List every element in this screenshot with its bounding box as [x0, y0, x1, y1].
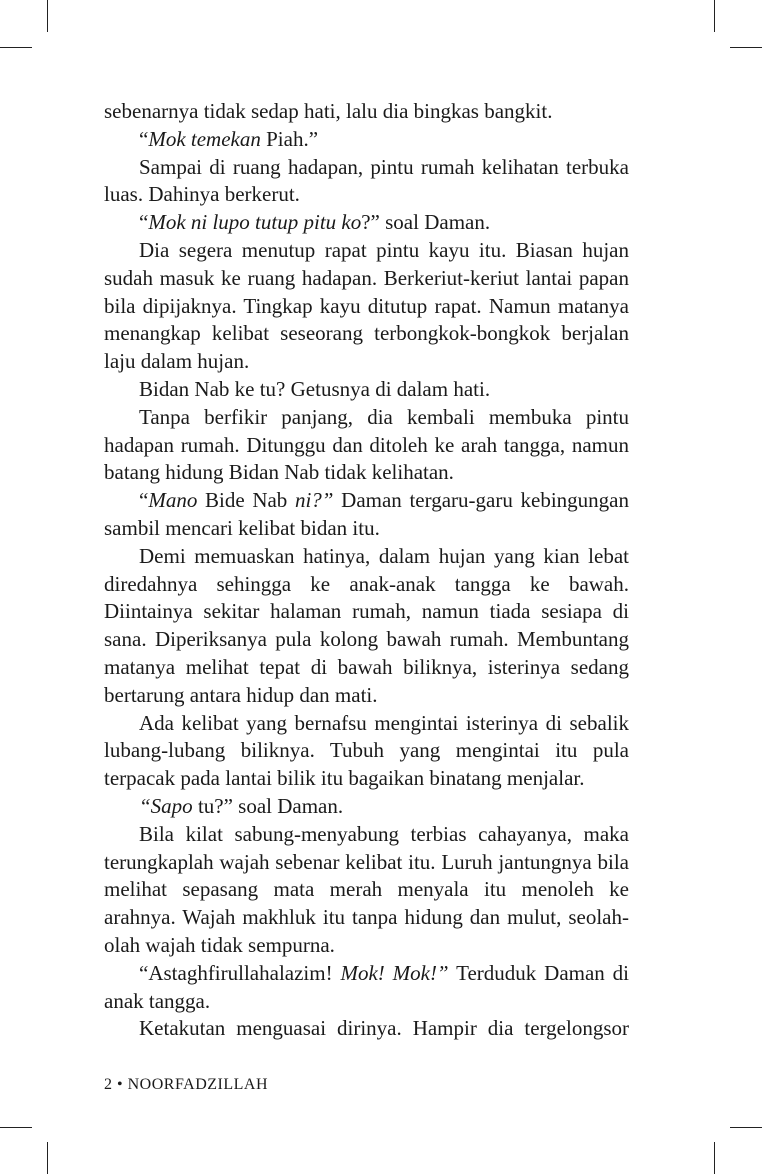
body-text: [104, 98, 629, 1043]
paragraph-p7: [104, 404, 629, 487]
paragraph-p1: [104, 98, 629, 126]
italic-dialect-text: Mok ni lupo tutup pitu ko: [148, 210, 362, 235]
crop-mark-bottom-left-horizontal: [0, 1127, 32, 1128]
text-segment: Ada kelibat yang bernafsu mengintai isterinya di sebalik lubang-lubang biliknya. Tubuh yang mengintai itu pula terpacak pada lantai bilik itu bagaikan binatang menjalar.: [104, 710, 629, 791]
text-segment: Demi memuaskan hatinya, dalam hujan yang kian lebat diredahnya sehingga ke anak-anak tangga ke bawah. Diintainya sekitar halaman rumah, namun tiada sesiapa di sana. Diperiksanya pula kolong bawah rumah. Membuntang matanya melihat tepat di bawah biliknya, isterinya sedang bertarung antara hidup dan mati.: [104, 543, 629, 707]
paragraph-p3: [104, 154, 629, 210]
text-segment: Bila kilat sabung-menyabung terbias cahayanya, maka terungkaplah wajah sebenar kelibat itu. Luruh jantungnya bila melihat sepasang mata merah menyala itu menoleh ke arahnya. Wajah makhluk itu tanpa hidung dan mulut, seolah-olah wajah tidak sempurna.: [104, 821, 629, 957]
text-segment: Piah.”: [260, 126, 319, 151]
footer-separator: •: [117, 1076, 124, 1093]
text-segment: Bidan Nab ke tu? Getusnya di dalam hati.: [139, 376, 491, 401]
text-segment: ?” soal Daman.: [361, 210, 491, 235]
italic-dialect-text: ni?”: [294, 488, 334, 513]
text-segment: “: [139, 488, 149, 513]
text-segment: Sampai di ruang hadapan, pintu rumah kelihatan terbuka luas. Dahinya berkerut.: [104, 154, 629, 207]
paragraph-p10: [104, 710, 629, 793]
paragraph-p9: [104, 543, 629, 710]
crop-mark-top-right-vertical: [714, 0, 715, 32]
text-segment: Bide Nab: [197, 488, 295, 513]
paragraph-p13: [104, 960, 629, 1016]
paragraph-p14: [104, 1015, 629, 1043]
text-segment: “: [139, 126, 149, 151]
italic-dialect-text: Mano: [148, 488, 198, 513]
italic-dialect-text: Mok temekan: [148, 126, 261, 151]
text-segment: Terduduk Daman di anak tangga.: [104, 960, 629, 1013]
paragraph-p8: [104, 487, 629, 543]
text-segment: tu?” soal Daman.: [192, 793, 344, 818]
paragraph-p5: [104, 237, 629, 376]
paragraph-p11: [104, 793, 629, 821]
paragraph-p2: [104, 126, 629, 154]
crop-mark-bottom-right-horizontal: [730, 1127, 762, 1128]
paragraph-p4: [104, 209, 629, 237]
crop-mark-bottom-right-vertical: [714, 1142, 715, 1174]
crop-mark-top-left-vertical: [47, 0, 48, 32]
text-segment: Tanpa berfikir panjang, dia kembali membuka pintu hadapan rumah. Ditunggu dan ditoleh ke arah tangga, namun batang hidung Bidan Nab tidak kelihatan.: [104, 404, 629, 485]
text-segment: Ketakutan menguasai dirinya. Hampir dia tergelongsor: [139, 1016, 629, 1041]
text-segment: Daman tergaru-garu kebingungan sambil mencari kelibat bidan itu.: [104, 488, 629, 540]
text-segment: “: [139, 210, 149, 235]
crop-mark-top-left-horizontal: [0, 47, 32, 48]
text-segment: Dia segera menutup rapat pintu kayu itu. Biasan hujan sudah masuk ke ruang hadapan. Berkeriut-keriut lantai papan bila dipijaknya. Tingkap kayu ditutup rapat. Namun matanya menangkap kelibat seseorang terbongkok-bongkok berjalan laju dalam hujan.: [104, 237, 629, 374]
crop-mark-top-right-horizontal: [730, 47, 762, 48]
crop-mark-bottom-left-vertical: [47, 1142, 48, 1174]
paragraph-p12: [104, 821, 629, 960]
text-segment: sebenarnya tidak sedap hati, lalu dia bingkas bangkit.: [104, 99, 553, 123]
author-name: NOORFADZILLAH: [127, 1076, 269, 1093]
page-footer: [104, 1076, 268, 1094]
italic-dialect-text: Mok! Mok!”: [340, 960, 449, 985]
page-number: 2: [104, 1076, 113, 1093]
text-segment: “Astaghfirullahalazim!: [139, 960, 341, 985]
italic-dialect-text: “Sapo: [139, 793, 193, 818]
paragraph-p6: [104, 376, 629, 404]
